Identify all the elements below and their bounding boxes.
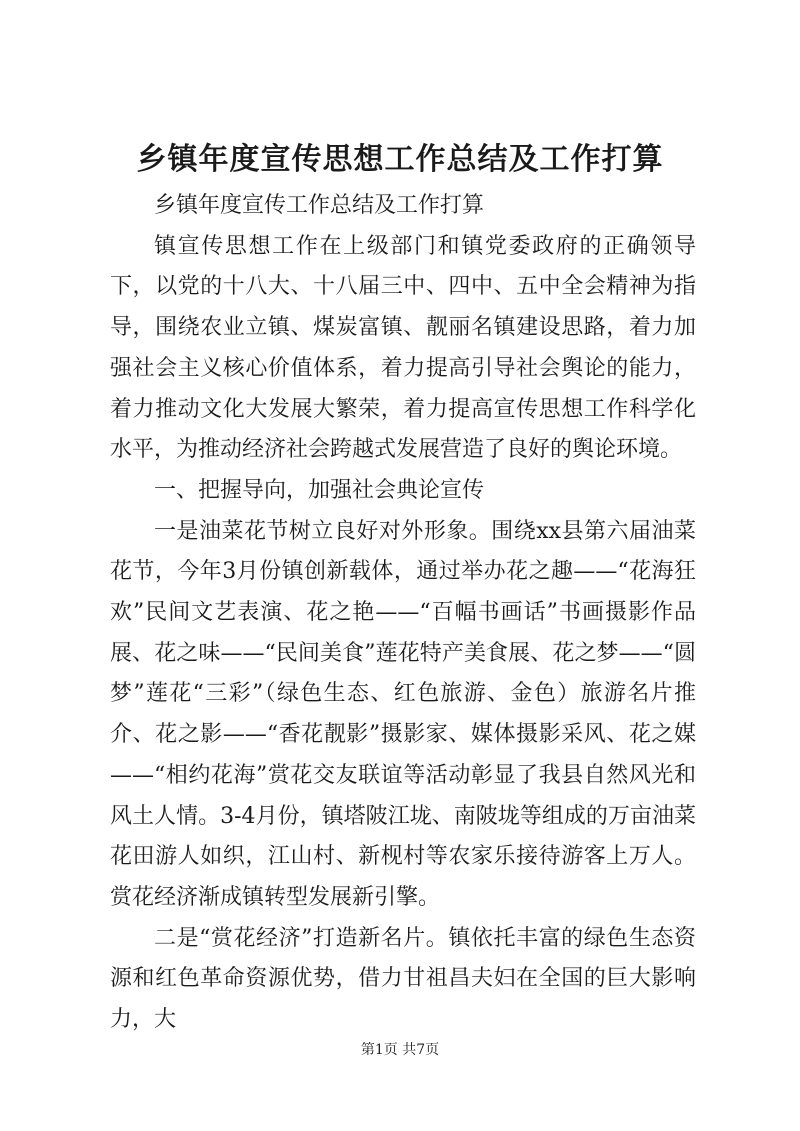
document-body	[110, 186, 696, 1041]
page-title: 乡镇年度宣传思想工作总结及工作打算	[136, 142, 664, 177]
body-paragraph: 二是“赏花经济”打造新名片。镇依托丰富的绿色生态资源和红色革命资源优势，借力甘祖昌夫妇在全国的巨大影响力，大	[110, 925, 696, 1033]
page-number-footer: 第1页 共7页	[360, 1042, 440, 1058]
section-heading: 一、把握导向，加强社会典论宣传	[154, 477, 485, 503]
intro-paragraph: 镇宣传思想工作在上级部门和镇党委政府的正确领导下，以党的十八大、十八届三中、四中、五中全会精神为指导，围绕农业立镇、煤炭富镇、靓丽名镇建设思路，着力加强社会主义核心价值体系，着力提高引导社会舆论的能力，着力推动文化大发展大繁荣，着力提高宣传思想工作科学化水平，为推动经济社会跨越式发展营造了良好的舆论环境。	[110, 233, 696, 463]
subtitle-paragraph: 乡镇年度宣传工作总结及工作打算	[154, 193, 485, 218]
body-paragraph: 一是油菜花节树立良好对外形象。围绕xx县第六届油菜花节，今年3月份镇创新载体，通过举办花之趣——“花海狂欢”民间文艺表演、花之艳——“百幅书画话”书画摄影作品展、花之味——“民间美食”莲花特产美食展、花之梦——“圆梦”莲花“三彩”（绿色生态、红色旅游、金色）旅游名片推介、花之影——“香花靓影”摄影家、媒体摄影采风、花之媒——“相约花海”赏花交友联谊等活动彰显了我县自然风光和风土人情。3-4月份，镇塔陂江垅、南陂垅等组成的万亩油菜花田游人如织，江山村、新枧村等农家乐接待游客上万人。赏花经济渐成镇转型发展新引擎。	[110, 518, 696, 910]
